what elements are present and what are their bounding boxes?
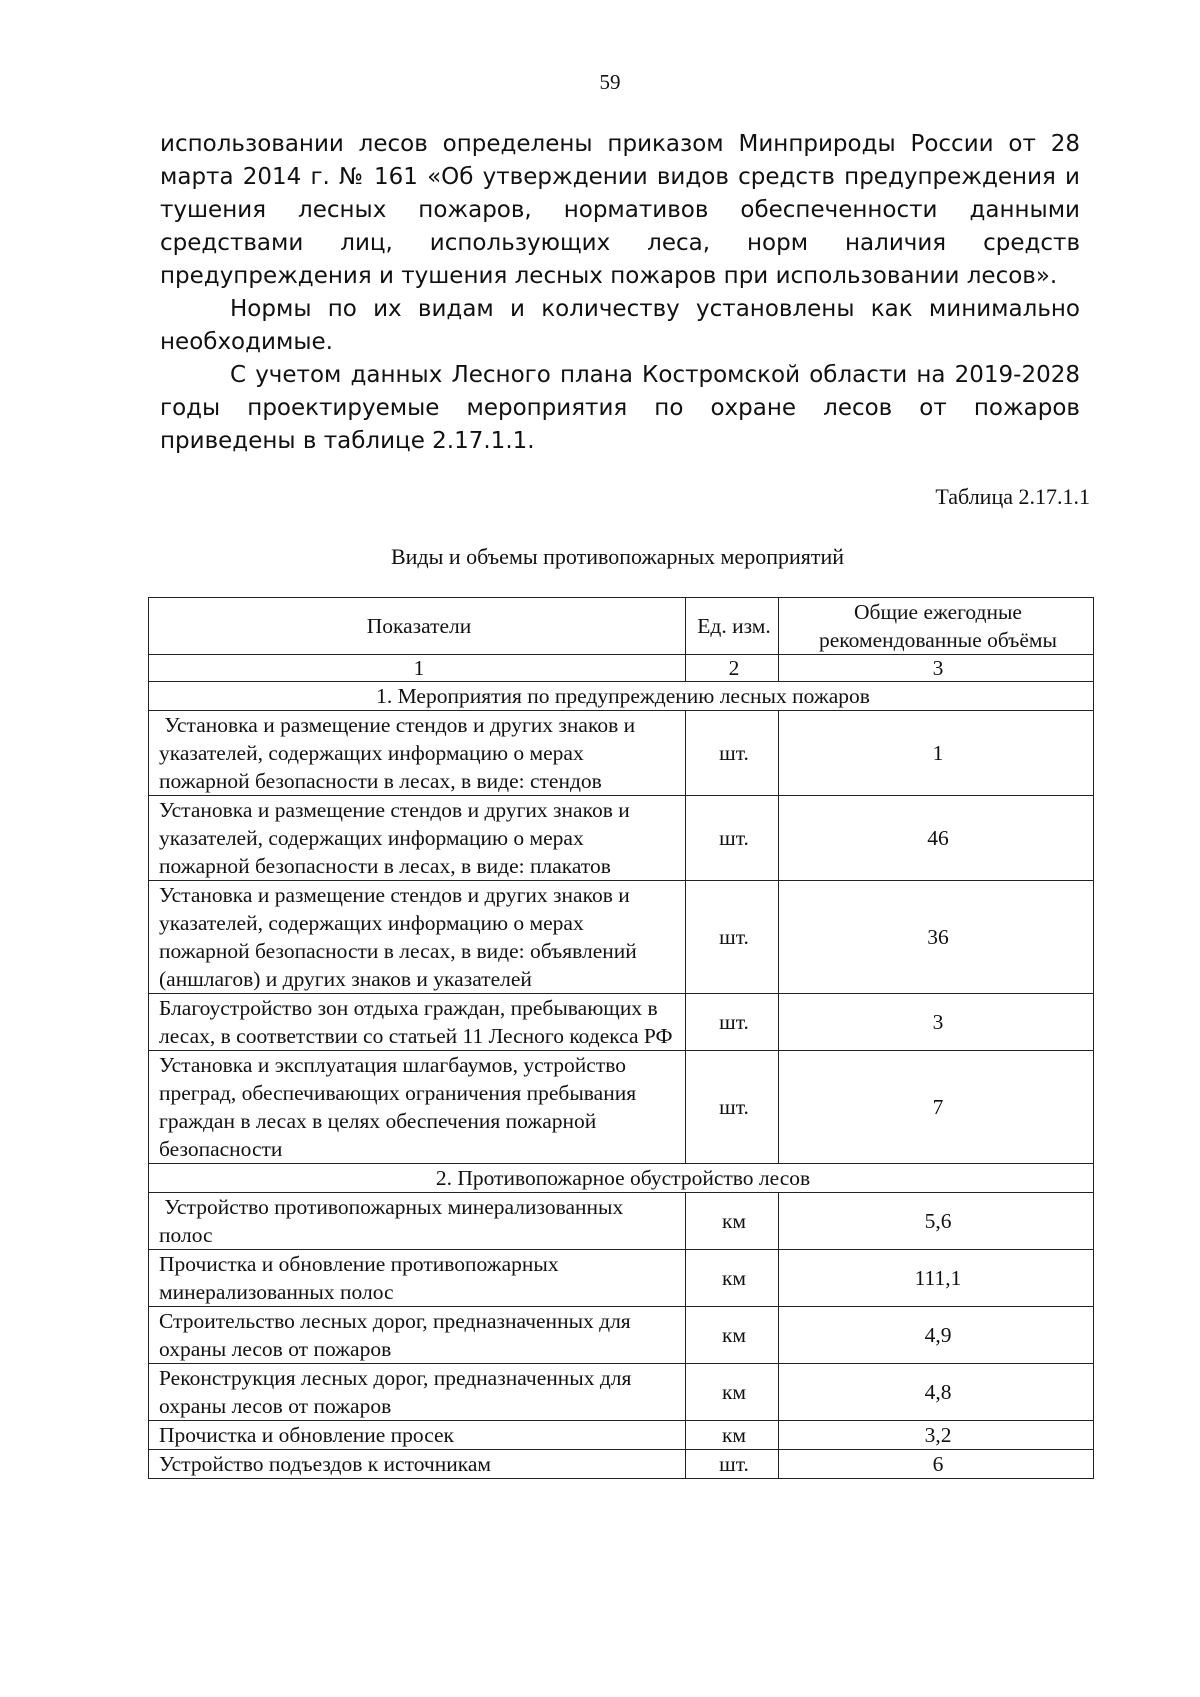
header-volumes: Общие ежегодные рекомендованные объёмы: [779, 598, 1094, 655]
row-value: 36: [779, 881, 1094, 994]
row-unit: шт.: [686, 1450, 779, 1479]
row-value: 5,6: [779, 1193, 1094, 1250]
row-name: Реконструкция лесных дорог, предназначенных для охраны лесов от пожаров: [149, 1364, 686, 1421]
table-row: [149, 994, 1094, 1051]
row-name: Прочистка и обновление противопожарных минерализованных полос: [149, 1250, 686, 1307]
paragraph: С учетом данных Лесного плана Костромской области на 2019-2028 годы проектируемые мероприятия по охране лесов от пожаров приведены в таблице 2.17.1.1.: [160, 362, 1080, 454]
table-row: [149, 1364, 1094, 1421]
header-unit: Ед. изм.: [686, 598, 779, 655]
row-value: 3,2: [779, 1421, 1094, 1450]
row-name: Устройство противопожарных минерализованных полос: [149, 1193, 686, 1250]
table-row: [149, 1250, 1094, 1307]
paragraph: использовании лесов определены приказом Минприроды России от 28 марта 2014 г. № 161 «Об утверждении видов средств предупреждения и тушения лесных пожаров, нормативов обеспеченности данными средствами лиц, использующих леса, норм наличия средств предупреждения и тушения лесных пожаров при использовании лесов».: [160, 131, 1080, 289]
row-unit: шт.: [686, 1051, 779, 1164]
row-value: 6: [779, 1450, 1094, 1479]
row-value: 7: [779, 1051, 1094, 1164]
row-unit: км: [686, 1307, 779, 1364]
row-value: 111,1: [779, 1250, 1094, 1307]
row-unit: км: [686, 1364, 779, 1421]
page-number: 59: [599, 70, 621, 94]
body-text: [160, 128, 1080, 458]
table-caption: Таблица 2.17.1.1: [935, 484, 1090, 509]
column-number: 2: [686, 655, 779, 682]
section-row: [149, 1164, 1094, 1193]
row-unit: шт.: [686, 994, 779, 1051]
column-numbers-row: [149, 655, 1094, 682]
row-unit: км: [686, 1421, 779, 1450]
row-name: Прочистка и обновление просек: [149, 1421, 686, 1450]
table-row: [149, 881, 1094, 994]
row-unit: км: [686, 1250, 779, 1307]
row-name: Установка и размещение стендов и других знаков и указателей, содержащих информацию о мерах пожарной безопасности в лесах, в виде: плакатов: [149, 796, 686, 881]
table-row: [149, 1193, 1094, 1250]
table-title: Виды и объемы противопожарных мероприятий: [390, 544, 845, 569]
section-title: 1. Мероприятия по предупреждению лесных пожаров: [149, 682, 1094, 711]
row-value: 4,8: [779, 1364, 1094, 1421]
table-row: [149, 796, 1094, 881]
paragraph: Нормы по их видам и количеству установлены как минимально необходимые.: [160, 296, 1080, 355]
row-name: Установка и размещение стендов и других знаков и указателей, содержащих информацию о мерах пожарной безопасности в лесах, в виде: объявлений (аншлагов) и других знаков и указателей: [149, 881, 686, 994]
table-row: [149, 1450, 1094, 1479]
table-row: [149, 1421, 1094, 1450]
column-number: 1: [149, 655, 686, 682]
column-number: 3: [779, 655, 1094, 682]
row-unit: шт.: [686, 881, 779, 994]
row-name: Установка и эксплуатация шлагбаумов, устройство преград, обеспечивающих ограничения пребывания граждан в лесах в целях обеспечения пожарной безопасности: [149, 1051, 686, 1164]
row-value: 1: [779, 711, 1094, 796]
row-value: 4,9: [779, 1307, 1094, 1364]
row-value: 3: [779, 994, 1094, 1051]
table-header-row: [149, 598, 1094, 655]
section-row: [149, 682, 1094, 711]
row-unit: км: [686, 1193, 779, 1250]
row-name: Строительство лесных дорог, предназначенных для охраны лесов от пожаров: [149, 1307, 686, 1364]
measures-table: [148, 597, 1094, 1479]
table-row: [149, 1051, 1094, 1164]
table-row: [149, 711, 1094, 796]
row-name: Установка и размещение стендов и других знаков и указателей, содержащих информацию о мерах пожарной безопасности в лесах, в виде: стендов: [149, 711, 686, 796]
row-value: 46: [779, 796, 1094, 881]
header-indicators: Показатели: [149, 598, 686, 655]
section-title: 2. Противопожарное обустройство лесов: [149, 1164, 1094, 1193]
row-name: Благоустройство зон отдыха граждан, пребывающих в лесах, в соответствии со статьей 11 Лесного кодекса РФ: [149, 994, 686, 1051]
row-unit: шт.: [686, 796, 779, 881]
row-unit: шт.: [686, 711, 779, 796]
row-name: Устройство подъездов к источникам: [149, 1450, 686, 1479]
table-row: [149, 1307, 1094, 1364]
